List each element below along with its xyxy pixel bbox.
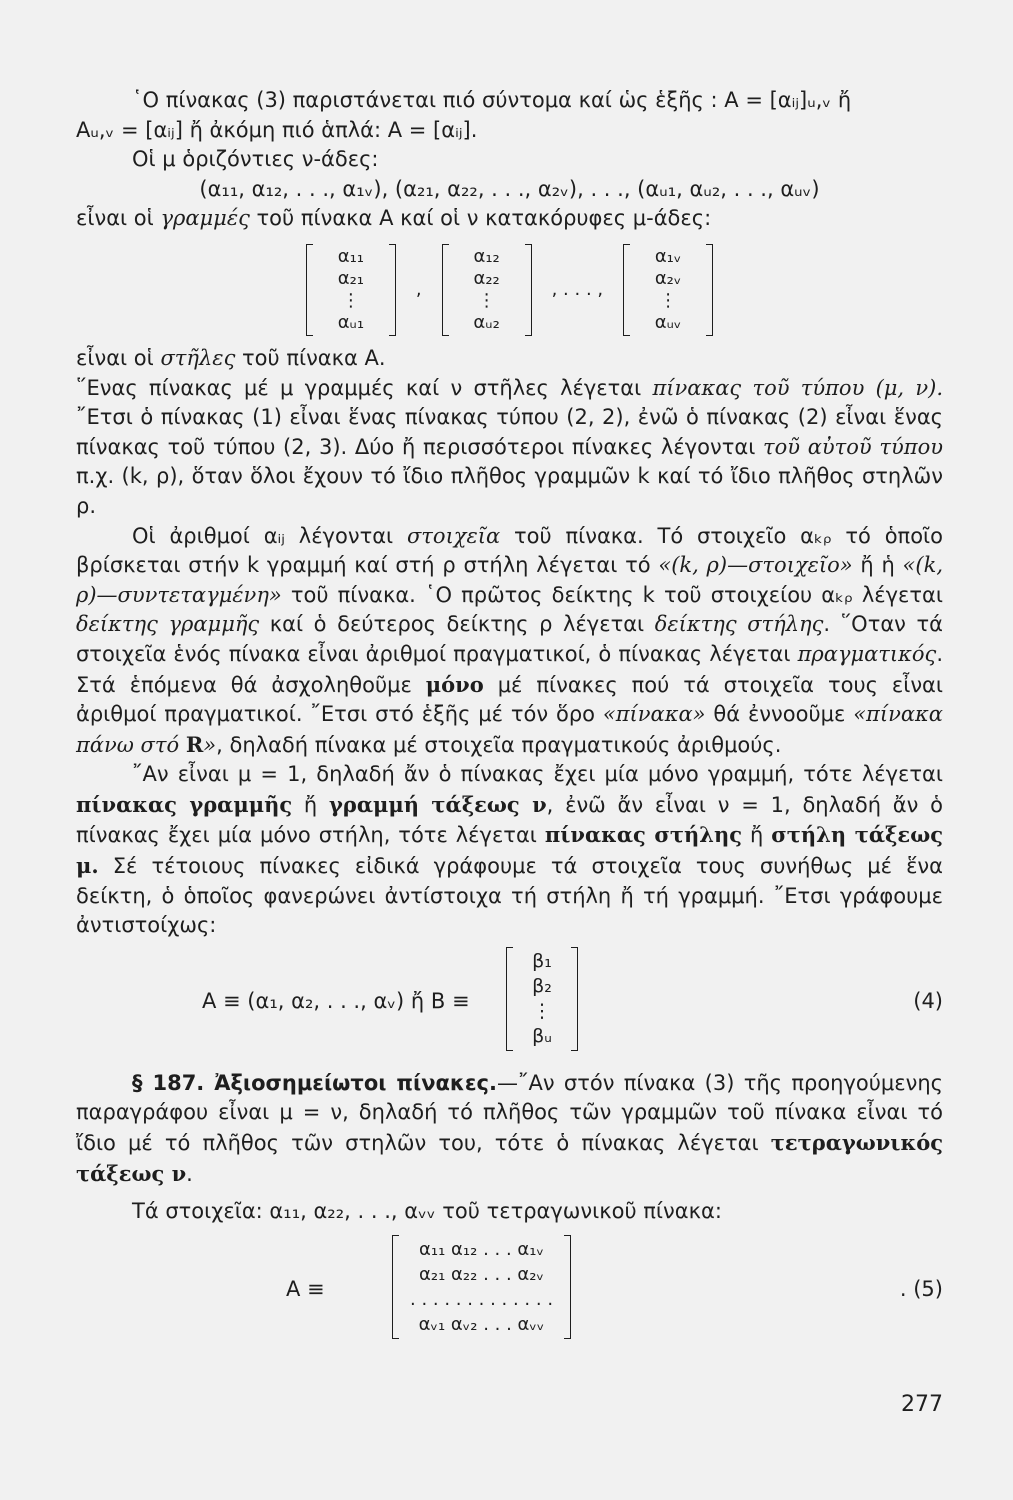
equation-5-left: Α ≡ xyxy=(286,1276,325,1301)
column-matrix-1: α₁₁ α₂₁ ⋮ αᵤ₁ xyxy=(306,244,396,336)
line-notation-2: Αᵤ,ᵥ = [αᵢⱼ] ἤ ἀκόμη πιό ἁπλά: Α = [αᵢⱼ]. xyxy=(76,117,478,142)
line-notation: ῾Ο πίνακας (3) παριστάνεται πιό σύντομα καί ὡς ἑξῆς : Α = [αᵢⱼ]ᵤ,ᵥ ἤ xyxy=(132,88,852,112)
equation-number: . (5) xyxy=(899,1276,943,1301)
paragraph-diagonal: Τά στοιχεῖα: α₁₁, α₂₂, . . ., αᵥᵥ τοῦ τετραγωνικοῦ πίνακα: xyxy=(132,1199,722,1224)
paragraph-row-column-vectors: ῎Αν εἶναι μ = 1, δηλαδή ἄν ὁ πίνακας ἔχει μία μόνο γραμμή, τότε λέγεται πίνακας γραμμῆς ἤ γραμμή τάξεως ν, ἐνῶ ἄν εἶναι ν = 1, δηλαδή ἄν ὁ πίνακας ἔχει μία μόνο στήλη, τότε λέγεται πίνακας στήλης ἤ στήλη τάξεως μ. Σέ τέτοιους πίνακες εἰδικά γράφουμε τά στοιχεῖα τους συνήθως μέ ἕνα δείκτη, ὁ ὁποῖος φανερώνει ἀντίστοιχα τή στήλη ἤ τή γραμμή. ῎Ετσι γράφουμε ἀντιστοίχως: xyxy=(76,762,943,938)
page-number: 277 xyxy=(901,1392,943,1417)
line-rows-definition: εἶναι οἱ γραμμές τοῦ πίνακα Α καί οἱ ν κατακόρυφες μ-άδες: xyxy=(76,206,712,231)
row-tuples: (α₁₁, α₁₂, . . ., α₁ᵥ), (α₂₁, α₂₂, . . ., α₂ᵥ), . . ., (αᵤ₁, αᵤ₂, . . ., αᵤᵥ) xyxy=(199,176,820,201)
column-vectors: α₁₁ α₂₁ ⋮ αᵤ₁ , α₁₂ α₂₂ ⋮ αᵤ₂ , . . . , α₁ᵥ α₂ᵥ ⋮ αᵤᵥ xyxy=(76,244,943,336)
column-matrix-2: α₁₂ α₂₂ ⋮ αᵤ₂ xyxy=(442,244,532,336)
equation-4 xyxy=(76,947,943,1059)
square-matrix: α₁₁ α₁₂ . . . α₁ᵥ α₂₁ α₂₂ . . . α₂ᵥ . . . . . . . . . . . . . αᵥ₁ αᵥ₂ . . . αᵥᵥ xyxy=(392,1235,571,1339)
column-matrix-3: α₁ᵥ α₂ᵥ ⋮ αᵤᵥ xyxy=(623,244,713,336)
equation-4-left: Α ≡ (α₁, α₂, . . ., αᵥ) ἤ Β ≡ xyxy=(202,988,470,1013)
paragraph-columns-type: εἶναι οἱ στῆλες τοῦ πίνακα Α. ῞Ενας πίνακας μέ μ γραμμές καί ν στῆλες λέγεται πίνακας τοῦ τύπου (μ, ν). ῎Ετσι ὁ πίνακας (1) εἶναι ἕνας πίνακας τύπου (2, 2), ἐνῶ ὁ πίνακας (2) εἶναι ἕνας πίνακας τοῦ τύπου (2, 3). Δύο ἤ περισσότεροι πίνακες λέγονται τοῦ αὐτοῦ τύπου π.χ. (k, ρ), ὅταν ὅλοι ἔχουν τό ἴδιο πλῆθος γραμμῶν k καί τό ἴδιο πλῆθος στηλῶν ρ. xyxy=(76,345,943,518)
line-rows-intro: Οἱ μ ὁριζόντιες ν-άδες: xyxy=(132,147,379,172)
section-187: § 187. Ἀξιοσημείωτοι πίνακες.—῎Αν στόν πίνακα (3) τῆς προηγούμενης παραγράφου εἶναι μ = ν, δηλαδή τό πλῆθος τῶν γραμμῶν τοῦ πίνακα εἶναι τό ἴδιο μέ τό πλῆθος τῶν στηλῶν του, τότε ὁ πίνακας λέγεται τετραγωνικός τάξεως ν. xyxy=(76,1070,943,1186)
equation-5 xyxy=(76,1235,943,1347)
column-vector-b: β₁ β₂ ⋮ βᵤ xyxy=(506,947,578,1051)
equation-number: (4) xyxy=(913,988,943,1013)
paragraph-elements: Οἱ ἀριθμοί αᵢⱼ λέγονται στοιχεῖα τοῦ πίνακα. Τό στοιχεῖο αₖᵨ τό ὁποῖο βρίσκεται στήν k γραμμή καί στή ρ στήλη λέγεται τό «(k, ρ)—στοιχεῖο» ἤ ἡ «(k, ρ)—συντεταγμένη» τοῦ πίνακα. ῾Ο πρῶτος δείκτης k τοῦ στοιχείου αₖᵨ λέγεται δείκτης γραμμῆς καί ὁ δεύτερος δείκτης ρ λέγεται δείκτης στήλης. ῞Οταν τά στοιχεῖα ἑνός πίνακα εἶναι ἀριθμοί πραγματικοί, ὁ πίνακας λέγεται πραγματικός. Στά ἑπόμενα θά ἀσχοληθοῦμε μόνο μέ πίνακες πού τά στοιχεῖα τους εἶναι ἀριθμοί πραγματικοί. ῎Ετσι στό ἑξῆς μέ τόν ὅρο «πίνακα» θά ἐννοοῦμε «πίνακα πάνω στό R», δηλαδή πίνακα μέ στοιχεῖα πραγματικούς ἀριθμούς. xyxy=(76,523,944,757)
